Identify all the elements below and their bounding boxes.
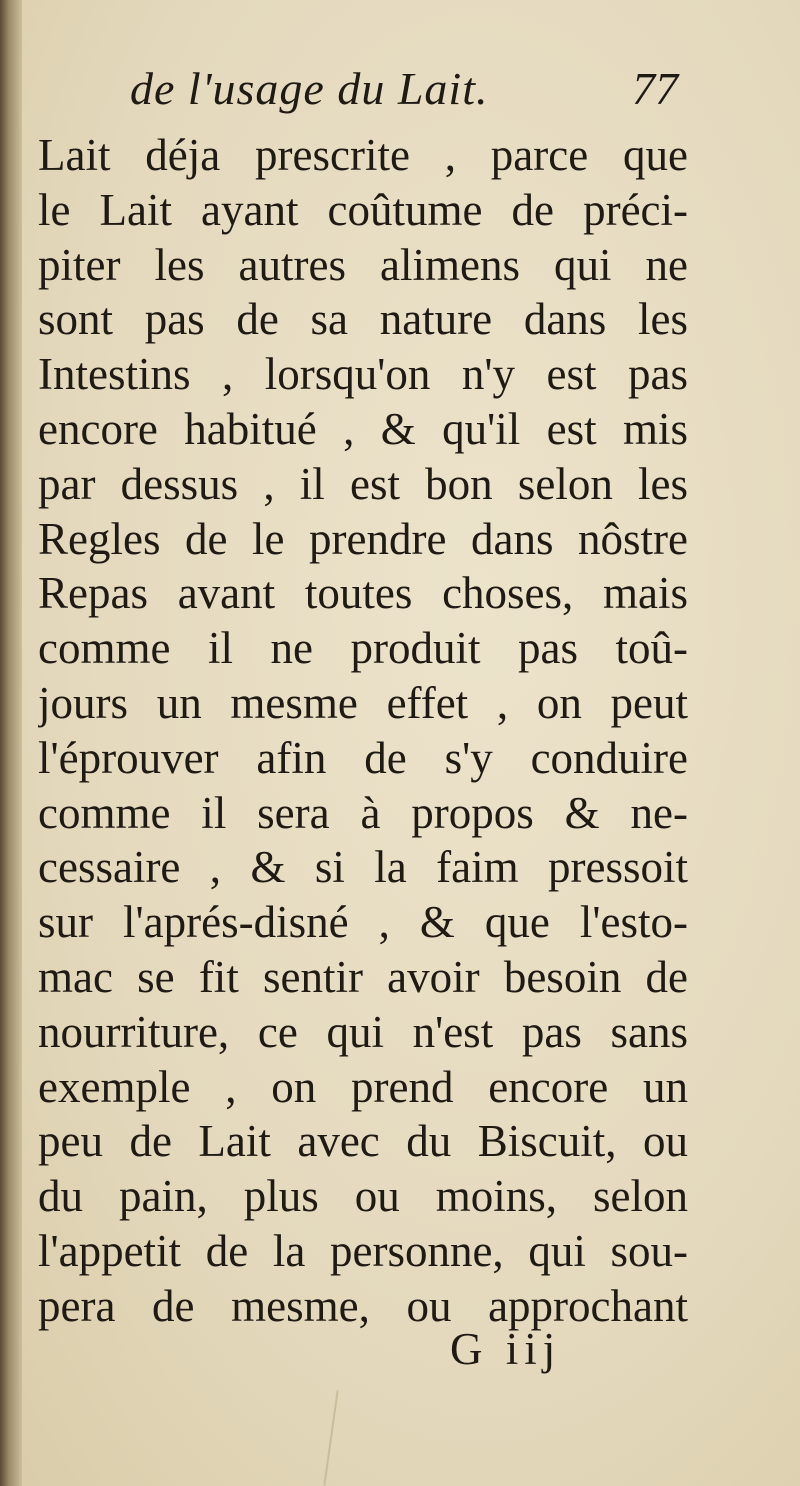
text-line: par dessus , il est bon selon les xyxy=(38,458,688,509)
text-line: l'éprouver afin de s'y conduire xyxy=(38,732,688,783)
text-line: jours un mesme effet , on peut xyxy=(38,677,688,728)
text-line: comme il sera à propos & ne- xyxy=(38,787,688,838)
text-line: Repas avant toutes choses, mais xyxy=(38,568,688,619)
text-line: nourriture, ce qui n'est pas sans xyxy=(38,1006,688,1057)
text-line: Regles de le prendre dans nôstre xyxy=(38,513,688,564)
text-line: sur l'aprés-disné , & que l'esto- xyxy=(38,897,688,948)
text-line: Intestins , lorsqu'on n'y est pas xyxy=(38,349,688,400)
text-line: peu de Lait avec du Biscuit, ou xyxy=(38,1116,688,1167)
running-title: de l'usage du Lait. xyxy=(130,63,489,114)
text-line: piter les autres alimens qui ne xyxy=(38,239,688,290)
text-line: le Lait ayant coûtume de préci- xyxy=(38,184,688,235)
page-number: 77 xyxy=(632,63,678,114)
text-line: mac se fit sentir avoir besoin de xyxy=(38,951,688,1002)
text-line: sont pas de sa nature dans les xyxy=(38,294,688,345)
running-head xyxy=(130,62,690,122)
text-line: l'appetit de la personne, qui sou- xyxy=(38,1225,688,1276)
text-line: cessaire , & si la faim pressoit xyxy=(38,842,688,893)
text-line: du pain, plus ou moins, selon xyxy=(38,1171,688,1222)
text-line: comme il ne produit pas toû- xyxy=(38,623,688,674)
paper-crease xyxy=(323,1390,338,1485)
text-line: encore habitué , & qu'il est mis xyxy=(38,403,688,454)
signature-mark: G iij xyxy=(450,1324,562,1374)
text-line: exemple , on prend encore un xyxy=(38,1061,688,1112)
text-line: pera de mesme, ou approchant xyxy=(38,1280,688,1331)
body-text xyxy=(38,128,688,1334)
text-line: Lait déja prescrite , parce que xyxy=(38,130,688,180)
page-gutter xyxy=(0,0,22,1486)
